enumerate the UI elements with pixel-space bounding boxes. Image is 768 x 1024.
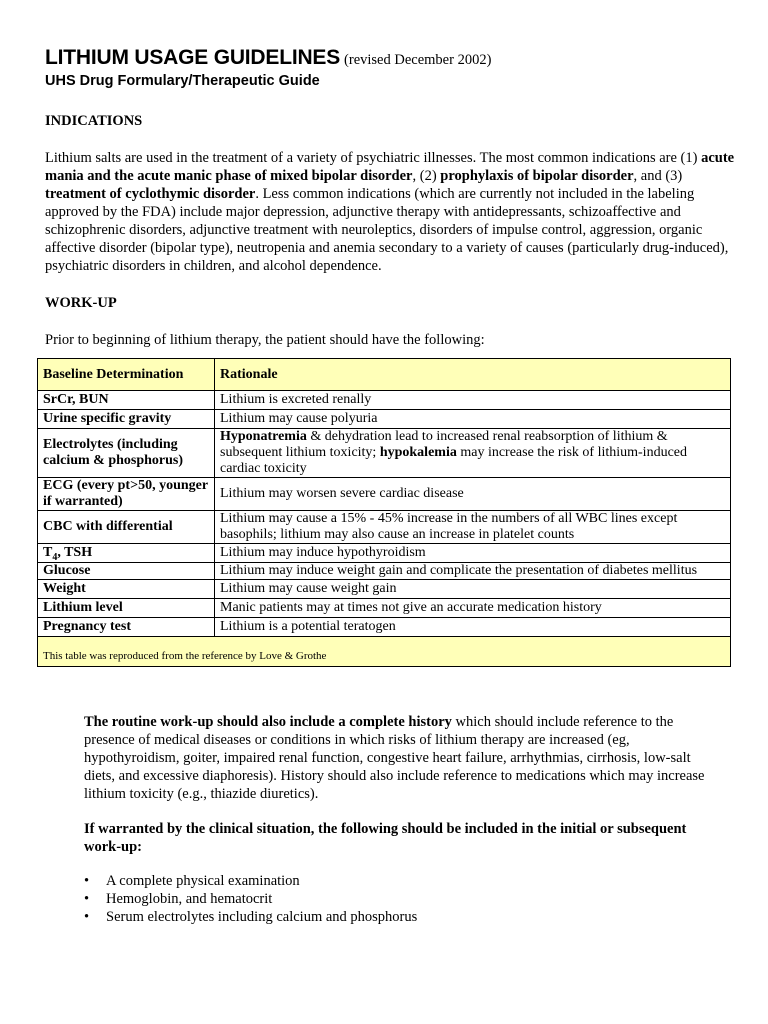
document-title: LITHIUM USAGE GUIDELINES (45, 46, 341, 69)
table-row (38, 544, 731, 563)
table-row (38, 580, 731, 599)
rationale-cell: Lithium is excreted renally (215, 391, 731, 410)
column-header-baseline: Baseline Determination (38, 359, 215, 391)
bullet-icon: • (84, 909, 90, 925)
indications-heading: INDICATIONS (45, 113, 143, 129)
table-row (38, 511, 731, 544)
table-row (38, 478, 731, 511)
bullet-icon: • (84, 873, 90, 889)
table-row (38, 599, 731, 618)
indications-paragraph: Lithium salts are used in the treatment of a variety of psychiatric illnesses. The most common indications are (1) acute mania and the acute manic phase of mixed bipolar disorder, (2) prophylaxis of bipolar disorder, and (3) treatment of cyclothymic disorder. Less common indications (which are currently not included in the labeling approved by the FDA) include major depression, adjunctive therapy with antidepressants, schizoaffective and schizophrenic disorders, adjunctive treatment with neuroleptics, disorders of impulse control, aggression, organic affective disorder (bipolar type), neutropenia and anemia secondary to a variety of causes (particularly drug-induced), psychiatric disorders in children, and alcohol dependence. (45, 150, 735, 274)
baseline-cell: ECG (every pt>50, younger if warranted) (38, 478, 215, 511)
rationale-cell: Lithium may cause polyuria (215, 410, 731, 429)
column-header-rationale: Rationale (215, 359, 731, 391)
baseline-table (37, 358, 731, 667)
bullet-icon: • (84, 891, 90, 907)
workup-heading: WORK-UP (45, 295, 117, 311)
rationale-cell: Lithium may cause weight gain (215, 580, 731, 599)
rationale-cell: Manic patients may at times not give an accurate medication history (215, 599, 731, 618)
title-line (45, 46, 735, 72)
baseline-cell: SrCr, BUN (38, 391, 215, 410)
list-item: • A complete physical examination (84, 873, 300, 889)
baseline-cell: Glucose (38, 563, 215, 580)
revision-note: (revised December 2002) (344, 52, 492, 68)
list-item: • Hemoglobin, and hematocrit (84, 891, 273, 907)
rationale-cell: Lithium may cause a 15% - 45% increase in the numbers of all WBC lines except basophils; lithium may also cause an increase in platelet counts (215, 511, 731, 544)
table-row (38, 618, 731, 637)
baseline-cell: Lithium level (38, 599, 215, 618)
table-row (38, 429, 731, 478)
rationale-cell: Lithium is a potential teratogen (215, 618, 731, 637)
workup-intro: Prior to beginning of lithium therapy, the patient should have the following: (45, 332, 485, 348)
document-subtitle: UHS Drug Formulary/Therapeutic Guide (45, 73, 320, 89)
rationale-cell: Lithium may induce hypothyroidism (215, 544, 731, 563)
routine-workup-paragraph: The routine work-up should also include a complete history which should include reference to the presence of medical diseases or conditions in which risks of lithium therapy are increased (eg, hypothyroidism, goiter, impaired renal function, congestive heart failure, arrhythmias, cirrhosis, low-salt diets, and excessive diaphoresis). History should also include reference to medications which may increase lithium toxicity (e.g., thiazide diuretics). (84, 714, 705, 802)
table-row (38, 563, 731, 580)
list-item: • Serum electrolytes including calcium and phosphorus (84, 909, 418, 925)
rationale-cell: Lithium may worsen severe cardiac disease (215, 478, 731, 511)
warranted-paragraph: If warranted by the clinical situation, the following should be included in the initial or subsequent work-up: (84, 821, 687, 855)
lower-section (84, 713, 724, 926)
baseline-cell: Weight (38, 580, 215, 599)
table-header-row (38, 359, 731, 391)
table-footer-row (38, 637, 731, 667)
baseline-cell: Urine specific gravity (38, 410, 215, 429)
baseline-cell: Electrolytes (including calcium & phosphorus) (38, 429, 215, 478)
baseline-cell: CBC with differential (38, 511, 215, 544)
table-row (38, 391, 731, 410)
workup-bullet-list (84, 872, 724, 926)
table-footer-note: This table was reproduced from the reference by Love & Grothe (38, 637, 731, 667)
baseline-cell: $T_4$, TSH (38, 544, 215, 563)
rationale-cell: Lithium may induce weight gain and complicate the presentation of diabetes mellitus (215, 563, 731, 580)
rationale-cell: Hyponatremia & dehydration lead to increased renal reabsorption of lithium & subsequent lithium toxicity; hypokalemia may increase the risk of lithium-induced cardiac toxicity (215, 429, 731, 478)
document-page (45, 46, 735, 349)
baseline-cell: Pregnancy test (38, 618, 215, 637)
table-row (38, 410, 731, 429)
